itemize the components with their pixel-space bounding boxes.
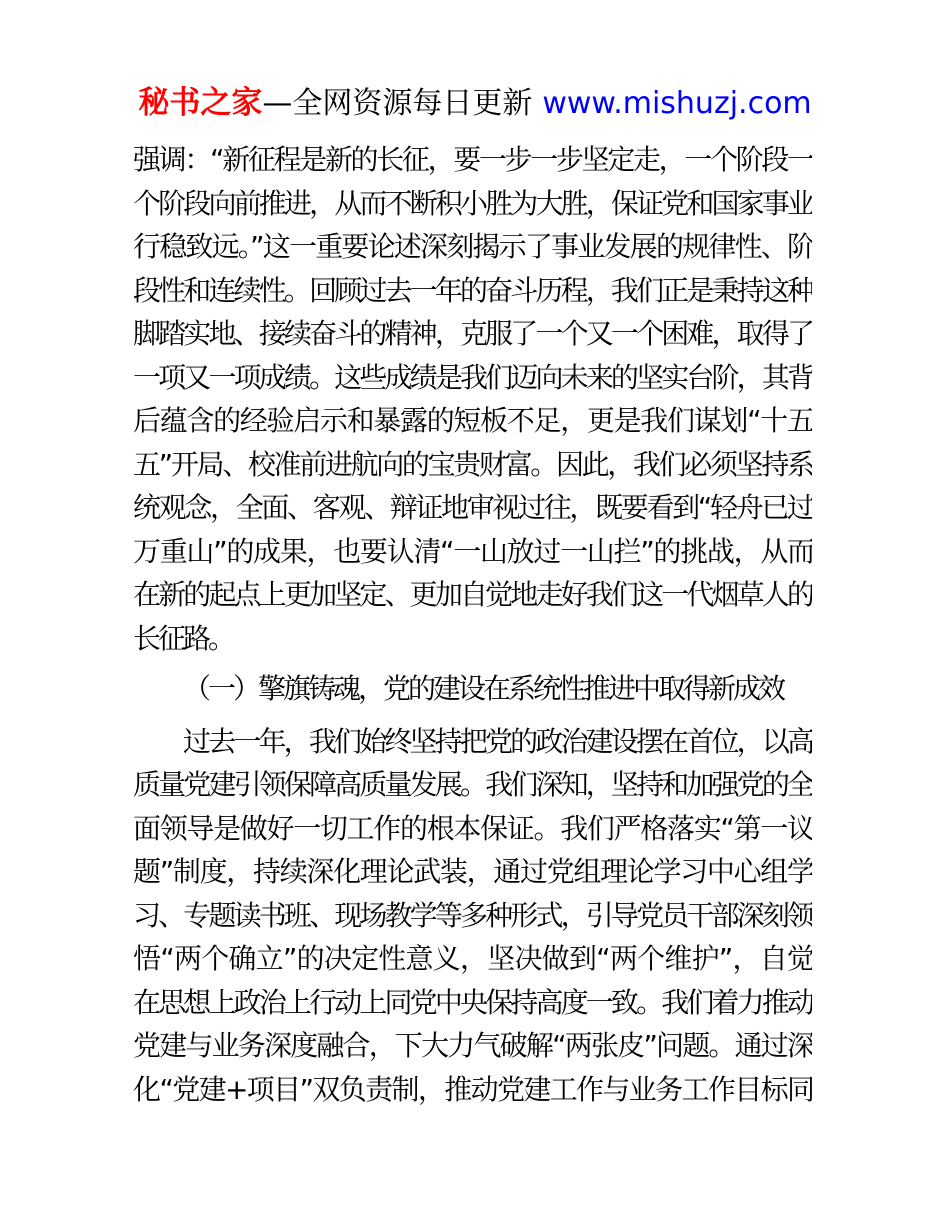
site-name: 秘书之家 xyxy=(138,85,263,121)
text-line: 党建与业务深度融合，下大力气破解“两张皮”问题。通过深 xyxy=(133,1029,812,1062)
text-line: 面领导是做好一切工作的根本保证。我们严格落实“第一议 xyxy=(133,811,812,845)
text-line: 过去一年，我们始终坚持把党的政治建设摆在首位，以高 xyxy=(183,724,812,758)
text-line: 万重山”的成果，也要认清“一山放过一山拦”的挑战，从而 xyxy=(133,534,812,568)
text-line: 统观念，全面、客观、辩证地审视过往，既要看到“轻舟已过 xyxy=(133,491,812,524)
text-line: 脚踏实地、接续奋斗的精神，克服了一个又一个困难，取得了 xyxy=(133,317,812,350)
text-line: 习、专题读书班、现场教学等多种形式，引导党员干部深刻领 xyxy=(133,898,812,932)
text-line: 悟“两个确立”的决定性意义，坚决做到“两个维护”，自觉 xyxy=(133,942,812,975)
text-line: 五”开局、校准前进航向的宝贵财富。因此，我们必须坚持系 xyxy=(133,447,812,481)
text-line: 长征路。 xyxy=(133,621,234,655)
text-line: 质量党建引领保障高质量发展。我们深知，坚持和加强党的全 xyxy=(133,768,812,801)
text-line: 化“党建+项目”双负责制，推动党建工作与业务工作目标同 xyxy=(133,1072,812,1106)
text-line: 段性和连续性。回顾过去一年的奋斗历程，我们正是秉持这种 xyxy=(133,273,812,307)
header-separator: — xyxy=(262,86,293,121)
text-line: 后蕴含的经验启示和暴露的短板不足，更是我们谋划“十五 xyxy=(133,404,812,437)
text-line: 强调：“新征程是新的长征，要一步一步坚定走，一个阶段一 xyxy=(133,143,812,176)
text-line: 行稳致远。”这一重要论述深刻揭示了事业发展的规律性、阶 xyxy=(133,230,812,263)
paragraph-1 xyxy=(133,138,812,660)
text-line: 在思想上政治上行动上同党中央保持高度一致。我们着力推动 xyxy=(133,985,812,1019)
site-url-link[interactable]: www.mishuzj.com xyxy=(542,86,812,121)
text-line: 个阶段向前推进，从而不断积小胜为大胜，保证党和国家事业 xyxy=(133,186,812,220)
header-tagline: 全网资源每日更新 xyxy=(292,86,533,121)
document-body xyxy=(133,138,812,1111)
paragraph-2 xyxy=(133,720,812,1112)
text-line: 题”制度，持续深化理论武装，通过党组理论学习中心组学 xyxy=(133,855,812,888)
page-header xyxy=(0,83,950,124)
text-line: 一项又一项成绩。这些成绩是我们迈向未来的坚实台阶，其背 xyxy=(133,360,812,394)
section-heading: （一）擎旗铸魂，党的建设在系统性推进中取得新成效 xyxy=(183,672,784,705)
text-line: 在新的起点上更加坚定、更加自觉地走好我们这一代烟草人的 xyxy=(133,578,812,611)
